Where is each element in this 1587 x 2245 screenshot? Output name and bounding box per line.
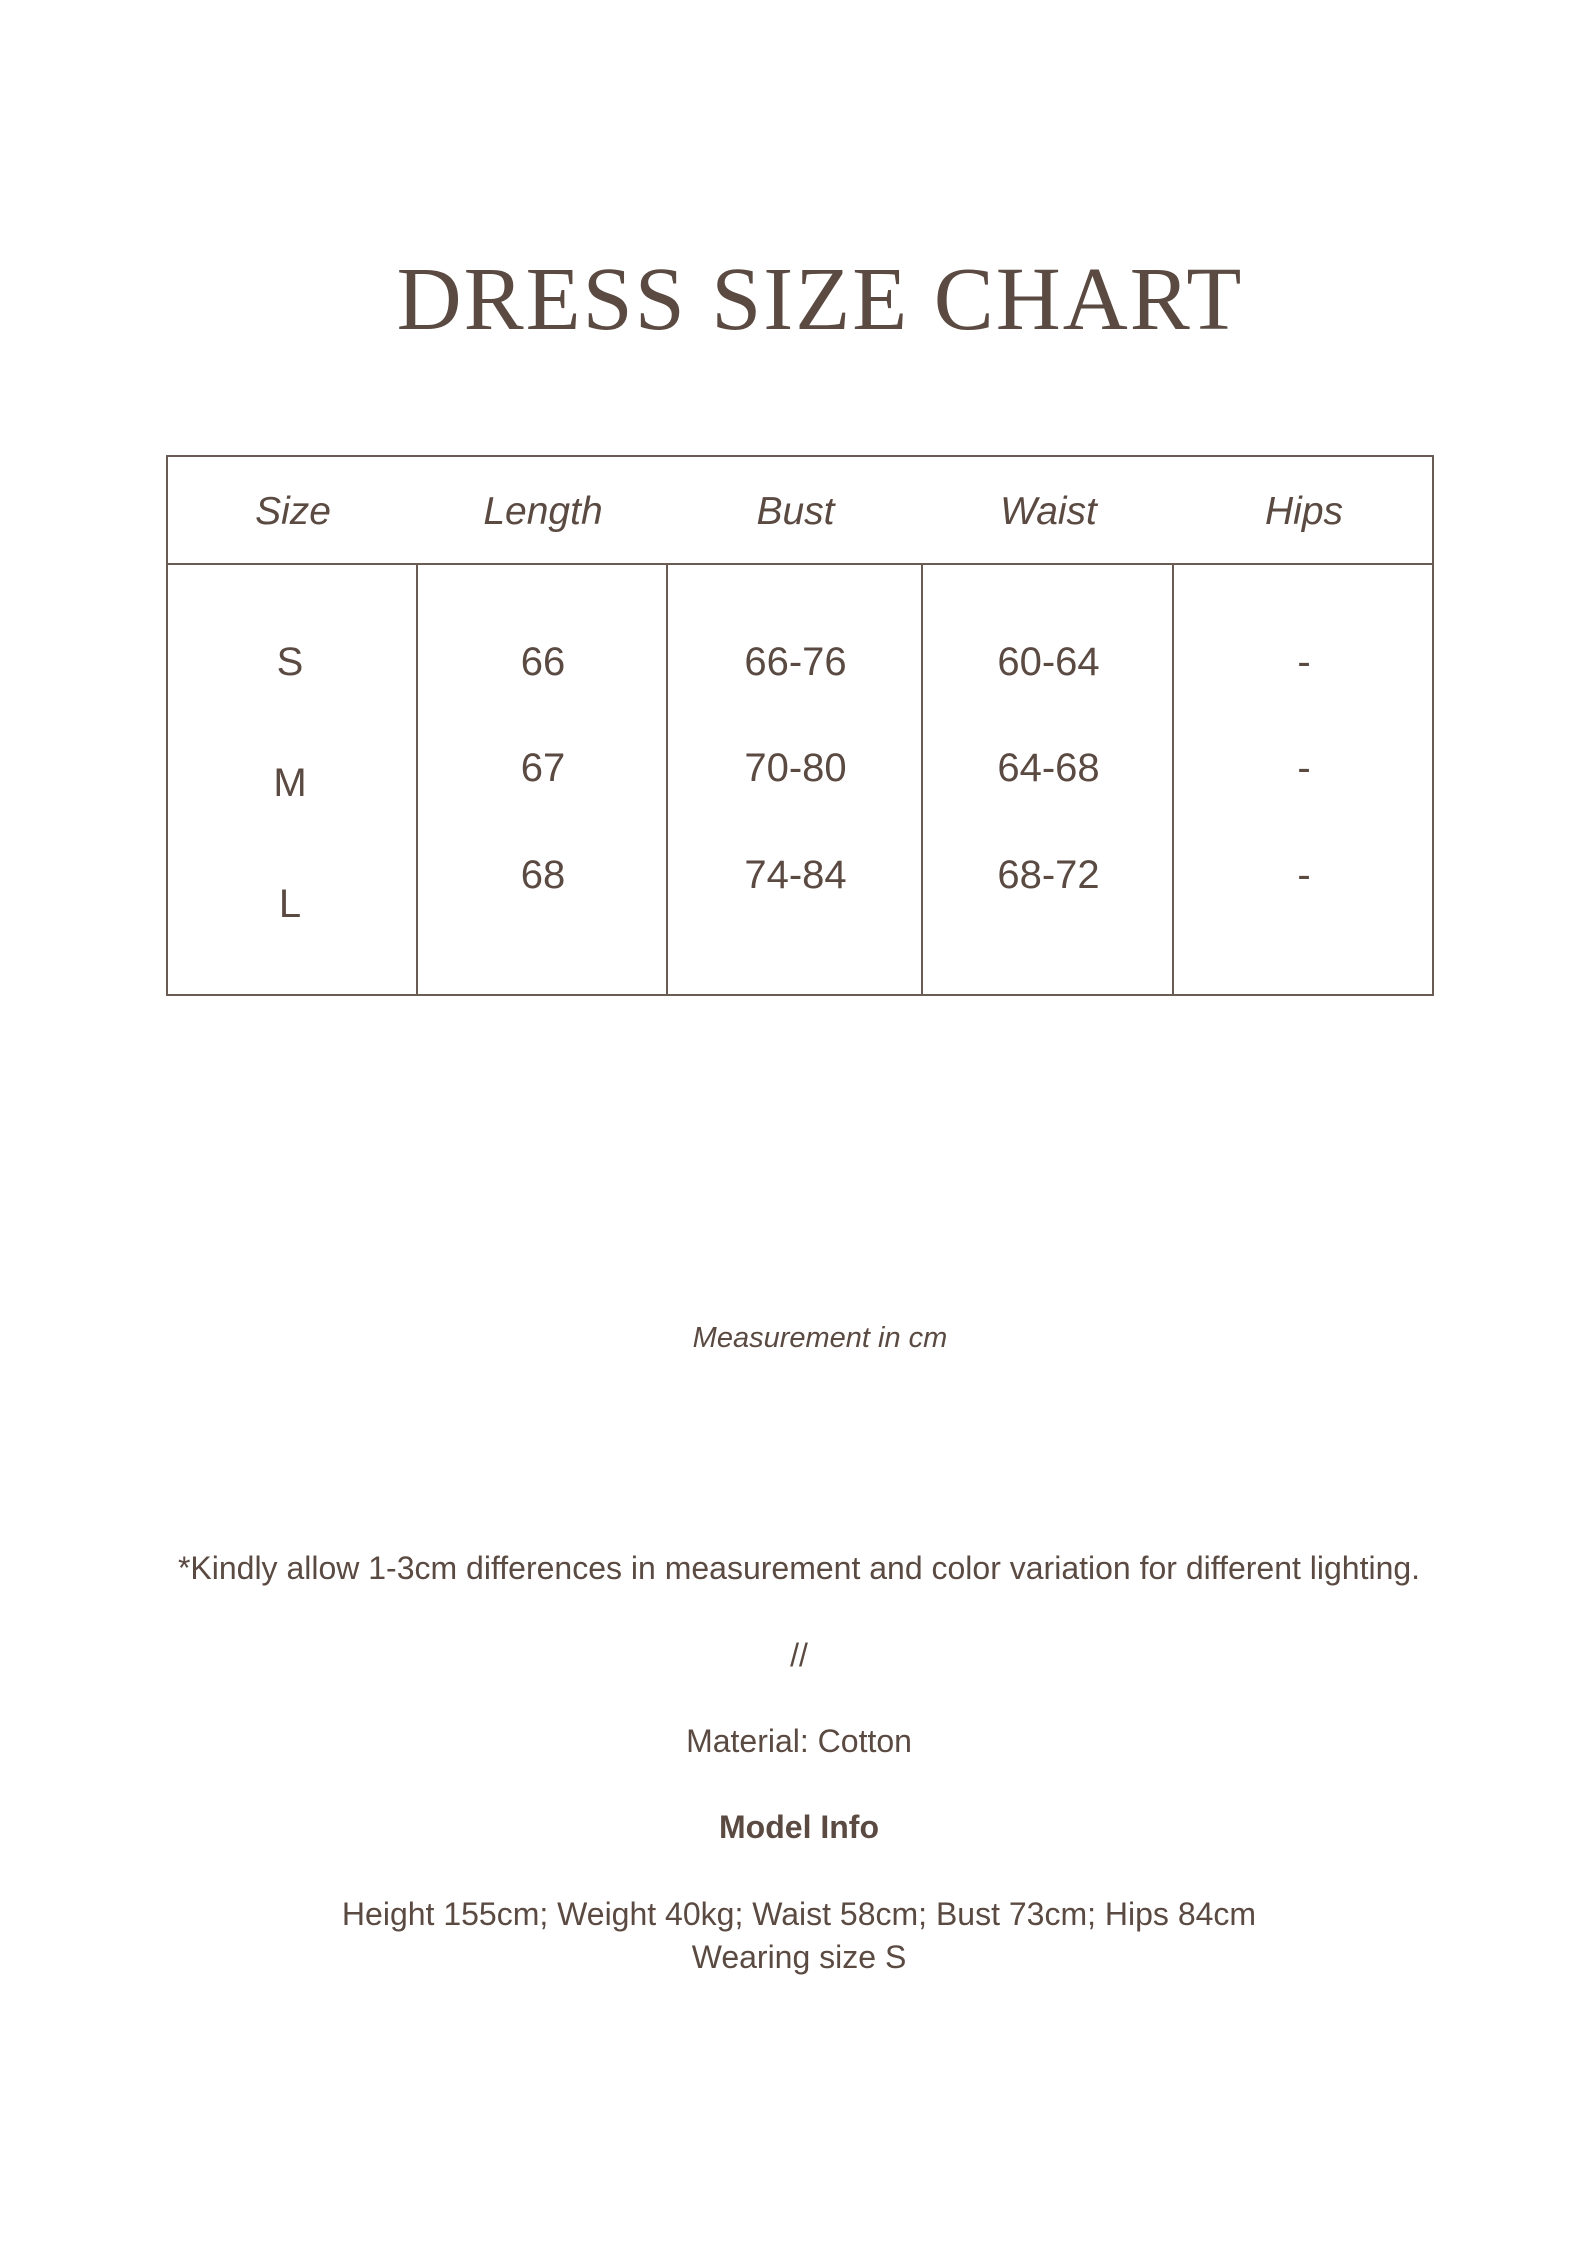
page-title: DRESS SIZE CHART xyxy=(396,250,1244,349)
bust-cell: 74-84 xyxy=(744,853,847,897)
size-cell: S xyxy=(276,640,304,684)
length-cell: 67 xyxy=(520,746,566,790)
waist-cell: 68-72 xyxy=(997,853,1100,897)
header-length: Length xyxy=(483,490,603,533)
hips-cell: - xyxy=(1297,746,1311,790)
header-hips: Hips xyxy=(1264,490,1344,533)
header-bust: Bust xyxy=(756,490,835,533)
bust-cell: 70-80 xyxy=(744,746,847,790)
header-waist: Waist xyxy=(1000,490,1097,533)
size-cell: L xyxy=(278,882,302,926)
model-stats: Height 155cm; Weight 40kg; Waist 58cm; Bust 73cm; Hips 84cm xyxy=(341,1896,1257,1932)
material-text: Material: Cotton xyxy=(686,1723,912,1759)
waist-cell: 64-68 xyxy=(997,746,1100,790)
bust-cell: 66-76 xyxy=(744,640,847,684)
header-size: Size xyxy=(255,490,331,533)
size-chart-table xyxy=(166,455,1434,996)
length-cell: 68 xyxy=(520,853,566,897)
model-wearing-size: Wearing size S xyxy=(691,1939,907,1975)
disclaimer-text: *Kindly allow 1-3cm differences in measurement and color variation for different lighting. xyxy=(177,1550,1421,1586)
separator: // xyxy=(790,1637,808,1673)
size-cell: M xyxy=(273,761,307,805)
length-cell: 66 xyxy=(520,640,566,684)
model-info-heading: Model Info xyxy=(719,1809,879,1845)
waist-cell: 60-64 xyxy=(997,640,1100,684)
header-divider xyxy=(168,563,1432,565)
hips-cell: - xyxy=(1297,853,1311,897)
measurement-note: Measurement in cm xyxy=(692,1322,948,1354)
hips-cell: - xyxy=(1297,640,1311,684)
